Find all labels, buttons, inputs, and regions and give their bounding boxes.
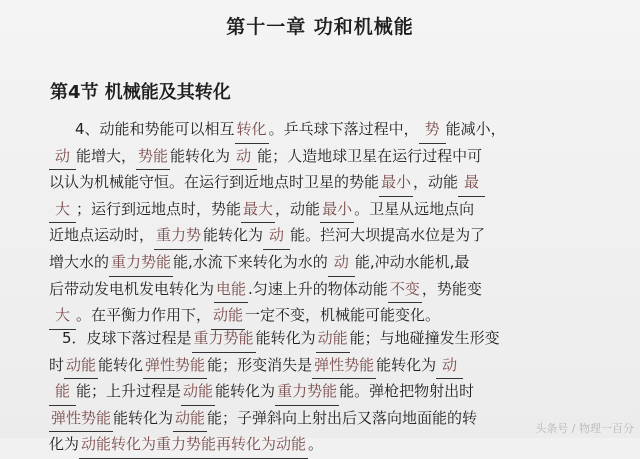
answer-blank: 重力势	[154, 222, 203, 250]
answer-blank: 重力势能	[192, 325, 256, 353]
answer-blank: 弹性势能	[143, 352, 207, 380]
answer-blank: 转化	[235, 116, 269, 144]
text-line	[49, 249, 506, 276]
answer-blank: 最	[458, 169, 485, 197]
text-segment: 能转化为	[215, 382, 276, 401]
text-segment: 能；子弹斜向上射出后又落向地面能的转	[207, 408, 478, 427]
text-segment: 。	[308, 435, 324, 454]
text-segment: 能转化为	[255, 329, 316, 347]
text-segment: 能减小，	[445, 120, 506, 138]
answer-blank: 动能	[211, 302, 245, 330]
text-segment: ，动能	[413, 173, 459, 192]
text-segment: 以认为机械能守恒。在运行到近地点时卫星的势能	[49, 173, 380, 192]
answer-blank: 重力势能	[109, 249, 173, 277]
answer-blank: 动	[436, 352, 463, 380]
text-segment: 5．皮球下落过程是	[62, 329, 192, 347]
answer-blank: 最小	[320, 196, 354, 224]
answer-blank: 动能	[181, 378, 215, 406]
text-segment: 能,冲动水能机,最	[354, 252, 470, 271]
text-line	[49, 276, 506, 303]
text-segment: ；运行到远地点时，势能	[76, 199, 242, 218]
text-segment: 。在平衡力作用下，	[76, 306, 212, 325]
answer-blank: 最大	[241, 196, 275, 224]
answer-blank: 动	[263, 222, 290, 250]
text-segment: 后带动发电机发电转化为	[49, 279, 215, 298]
text-segment: 能；形变消失是	[207, 355, 313, 374]
text-segment: 能。弹枪把物射出时	[339, 382, 475, 401]
text-segment: 化为	[49, 435, 80, 454]
text-segment: 能转化	[98, 355, 144, 374]
answer-blank: 动能	[316, 325, 350, 353]
text-segment: 一定不变，机械能可能变化。	[245, 306, 441, 325]
section-title: 第4节 机械能及其转化	[50, 82, 231, 103]
text-line	[49, 431, 500, 458]
answer-blank: 动能	[64, 352, 98, 380]
text-segment: 时	[49, 355, 65, 374]
answer-blank: 弹性势能	[312, 352, 376, 380]
text-segment: 能转化为	[203, 226, 264, 245]
answer-blank: 重力势能	[275, 378, 339, 406]
text-segment: 能增大，	[76, 146, 137, 165]
answer-blank: 电能	[214, 276, 248, 304]
text-segment: 近地点运动时，	[49, 226, 155, 245]
answer-blank: 弹性势能	[49, 405, 113, 433]
text-segment: 能；与地碰撞发生形变	[349, 329, 500, 347]
answer-blank: 动	[49, 143, 76, 171]
text-line	[49, 405, 500, 432]
text-segment: ，势能变	[421, 279, 482, 298]
answer-blank: 不变	[388, 276, 422, 304]
answer-blank: 动	[230, 143, 257, 171]
text-line	[49, 222, 506, 249]
text-segment: 能；上升过程是	[76, 382, 182, 401]
answer-blank: 势	[419, 116, 446, 144]
answer-blank: 最小	[379, 169, 413, 197]
answer-blank: 大	[49, 196, 76, 224]
text-segment: 4、动能和势能可以相互	[75, 120, 235, 138]
text-segment: 能；人造地球卫星在运行过程中可	[257, 146, 483, 165]
text-segment: 。卫星从远地点向	[354, 199, 475, 218]
text-segment: 能转化为	[113, 408, 174, 427]
text-segment: .匀速上升的物体动能	[248, 279, 388, 298]
text-line	[49, 143, 506, 170]
text-line	[75, 116, 506, 143]
answer-blank: 动	[328, 249, 355, 277]
answer-blank: 能	[49, 378, 76, 406]
text-segment: 。乒乓球下落过程中，	[268, 120, 419, 138]
text-line	[49, 352, 500, 379]
text-line	[49, 169, 506, 196]
watermark: 头条号 / 物理一百分	[535, 422, 634, 435]
answer-blank: 大	[49, 302, 76, 330]
chapter-title: 第十一章 功和机械能	[226, 16, 414, 38]
answer-blank: 动能转化为重力势能再转化为动能	[79, 431, 308, 459]
text-segment: 能,水流下来转化为水的	[173, 252, 328, 271]
answer-blank: 动能	[173, 405, 207, 433]
text-line	[49, 196, 506, 223]
text-segment: 增大水的	[49, 252, 110, 271]
answer-blank: 势能	[136, 143, 170, 171]
text-segment: 能。拦河大坝提高水位是为了	[290, 226, 486, 245]
text-line	[62, 325, 500, 352]
text-segment: ，动能	[275, 199, 321, 218]
paragraph-4	[49, 116, 506, 329]
paragraph-5	[49, 325, 500, 458]
text-segment: 能转化为	[376, 355, 437, 374]
text-line	[49, 378, 500, 405]
text-segment: 能转化为	[170, 146, 231, 165]
